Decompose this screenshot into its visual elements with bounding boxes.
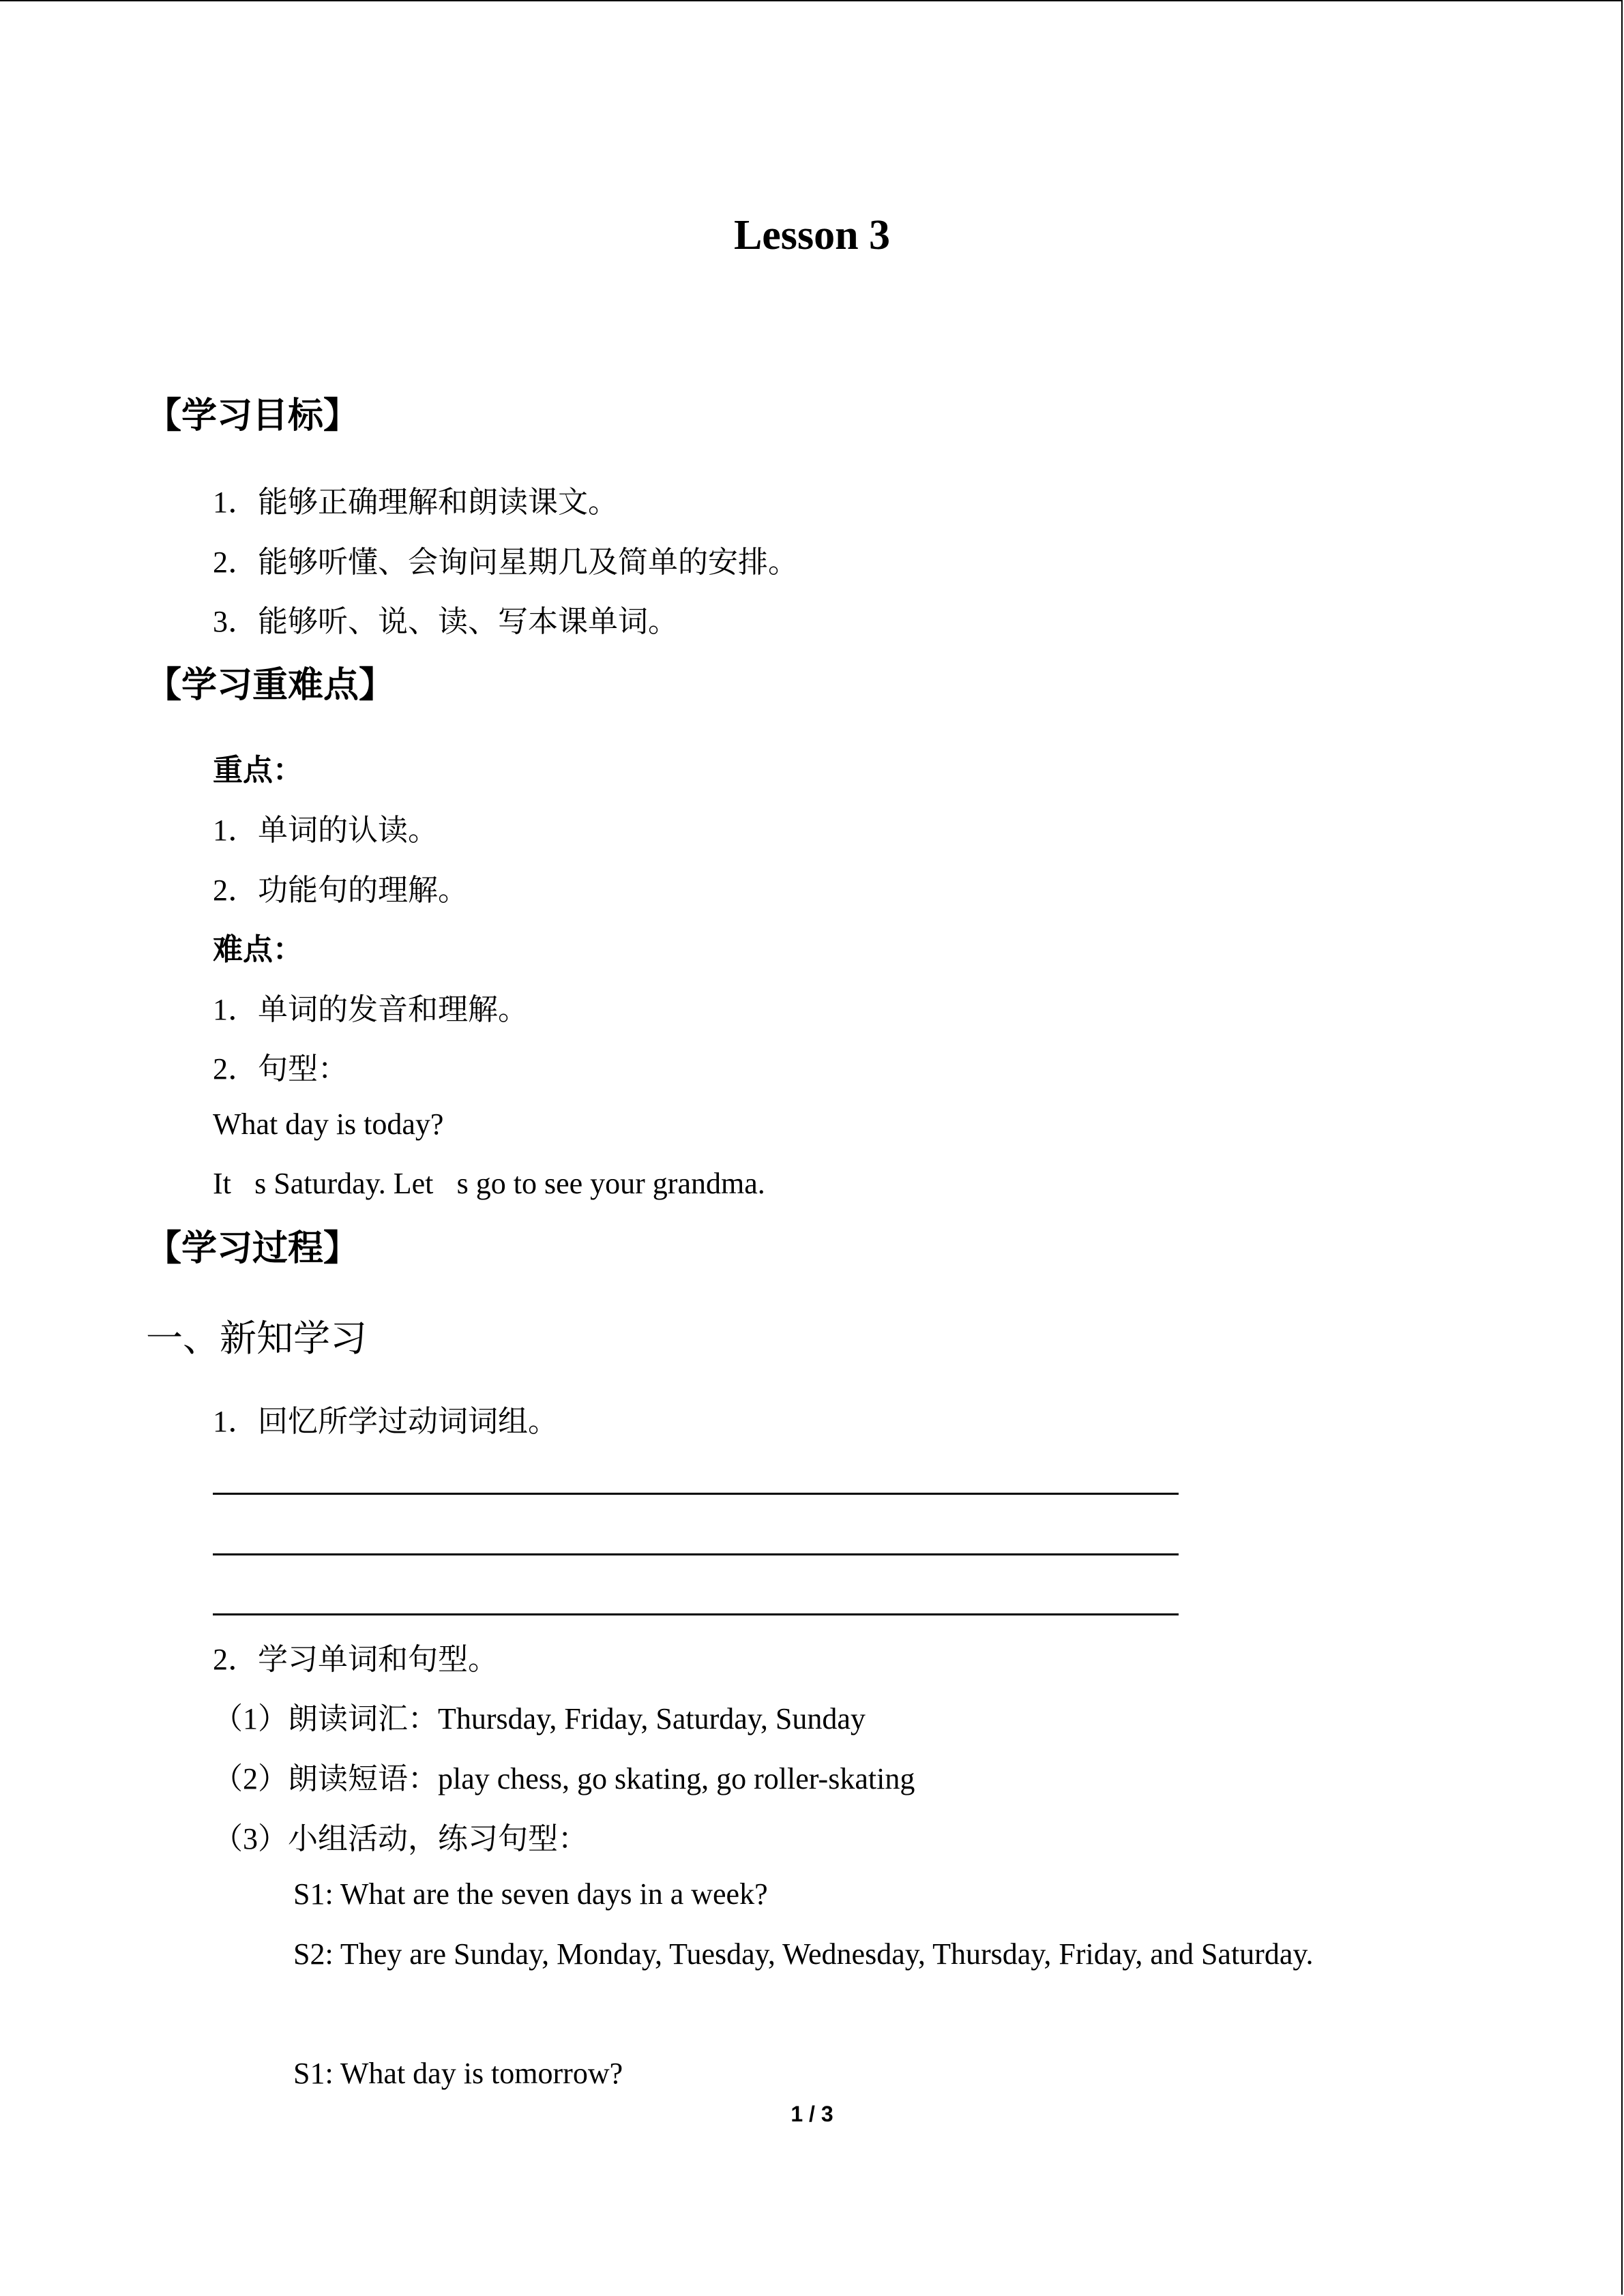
section-heading-process: 【学习过程】 xyxy=(146,1228,359,1269)
step-1: 1．回忆所学过动词词组。 xyxy=(213,1405,558,1438)
goal-item-3: 3．能够听、说、读、写本课单词。 xyxy=(213,605,678,638)
sub-item-2: （2）朗读短语：play chess, go skating, go roller-skating xyxy=(213,1762,915,1795)
difficult-label: 难点： xyxy=(213,933,303,966)
goal-item-2: 2．能够听懂、会询问星期几及简单的安排。 xyxy=(213,546,798,579)
difficult-item-1: 1．单词的发音和理解。 xyxy=(213,993,528,1026)
dialogue-line-3: S1: What day is tomorrow? xyxy=(293,2057,623,2090)
answer-line-3 xyxy=(213,1613,1179,1615)
goal-item-1: 1．能够正确理解和朗读课文。 xyxy=(213,486,618,519)
step-2: 2．学习单词和句型。 xyxy=(213,1643,498,1676)
section-heading-goals: 【学习目标】 xyxy=(146,396,359,436)
key-label: 重点： xyxy=(213,754,303,787)
sub-item-1: （1）朗读词汇：Thursday, Friday, Saturday, Sunday xyxy=(213,1702,866,1735)
page-number: 1 / 3 xyxy=(791,2102,833,2126)
section-heading-keypoints: 【学习重难点】 xyxy=(146,665,395,706)
sub-item-3: （3）小组活动，练习句型： xyxy=(213,1822,588,1855)
dialogue-line-1: S1: What are the seven days in a week? xyxy=(293,1877,768,1911)
key-item-2: 2．功能句的理解。 xyxy=(213,874,468,907)
answer-line-2 xyxy=(213,1553,1179,1555)
part1-heading: 一、新知学习 xyxy=(146,1318,367,1359)
sentence-2: It s Saturday. Let s go to see your grandma. xyxy=(213,1167,765,1200)
difficult-item-2: 2．句型： xyxy=(213,1052,348,1086)
answer-line-1 xyxy=(213,1493,1179,1495)
key-item-1: 1．单词的认读。 xyxy=(213,814,438,847)
sentence-1: What day is today? xyxy=(213,1107,444,1141)
page-title: Lesson 3 xyxy=(733,212,891,258)
dialogue-line-2: S2: They are Sunday, Monday, Tuesday, Wednesday, Thursday, Friday, and Saturday. xyxy=(293,1937,1314,1971)
